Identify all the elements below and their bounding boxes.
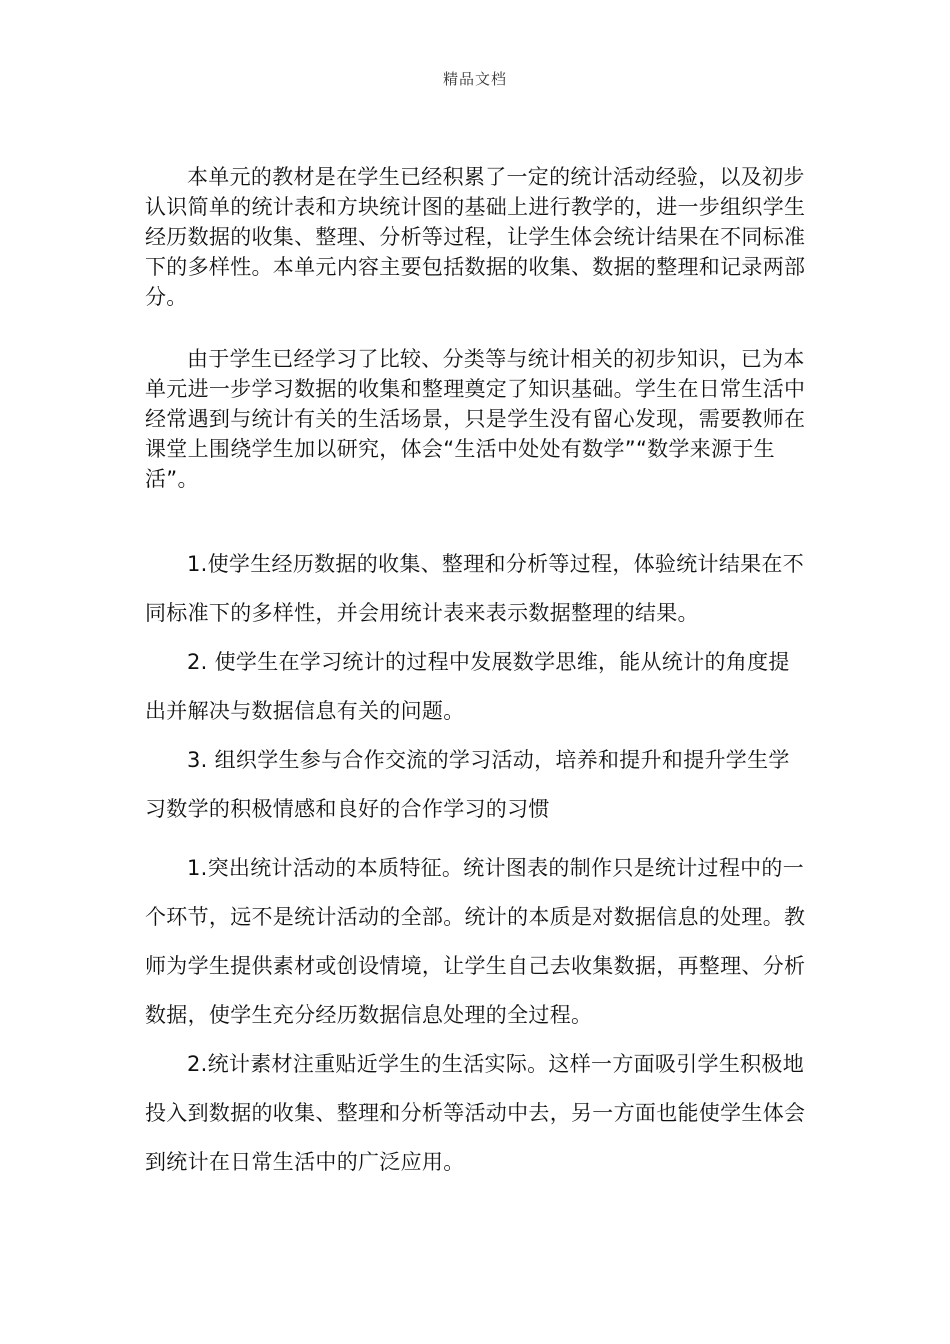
goal-item: 1.使学生经历数据的收集、整理和分析等过程，体验统计结果在不同标准下的多样性，并会用统计表来表示数据整理的结果。 <box>145 552 805 625</box>
goal-item: 3. 组织学生参与合作交流的学习活动，培养和提升和提升学生学习数学的积极情感和良好的合作学习的习惯 <box>145 748 790 821</box>
intro-paragraph: 本单元的教材是在学生已经积累了一定的统计活动经验，以及初步认识简单的统计表和方块统计图的基础上进行教学的，进一步组织学生经历数据的收集、整理、分析等过程，让学生体会统计结果在不同标准下的多样性。本单元内容主要包括数据的收集、数据的整理和记录两部分。 <box>145 165 806 309</box>
intro-section <box>145 162 810 526</box>
advice-item: 1.突出统计活动的本质特征。统计图表的制作只是统计过程中的一个环节，远不是统计活动的全部。统计的本质是对数据信息的处理。教师为学生提供素材或创设情境，让学生自己去收集数据，再整理、分析数据，使学生充分经历数据信息处理的全过程。 <box>145 856 806 1027</box>
advice-item: 2.统计素材注重贴近学生的生活实际。这样一方面吸引学生积极地投入到数据的收集、整理和分析等活动中去，另一方面也能使学生体会到统计在日常生活中的广泛应用。 <box>145 1052 806 1174</box>
goal-item: 2. 使学生在学习统计的过程中发展数学思维，能从统计的角度提出并解决与数据信息有关的问题。 <box>145 650 790 723</box>
advice-section <box>145 844 810 1187</box>
goals-section <box>145 540 810 834</box>
page-header: 精品文档 <box>442 70 507 88</box>
intro-paragraph: 由于学生已经学习了比较、分类等与统计相关的初步知识，已为本单元进一步学习数据的收集和整理奠定了知识基础。学生在日常生活中经常遇到与统计有关的生活场景，只是学生没有留心发现，需要教师在课堂上围绕学生加以研究，体会“生活中处处有数学”“数学来源于生活”。 <box>145 347 806 491</box>
